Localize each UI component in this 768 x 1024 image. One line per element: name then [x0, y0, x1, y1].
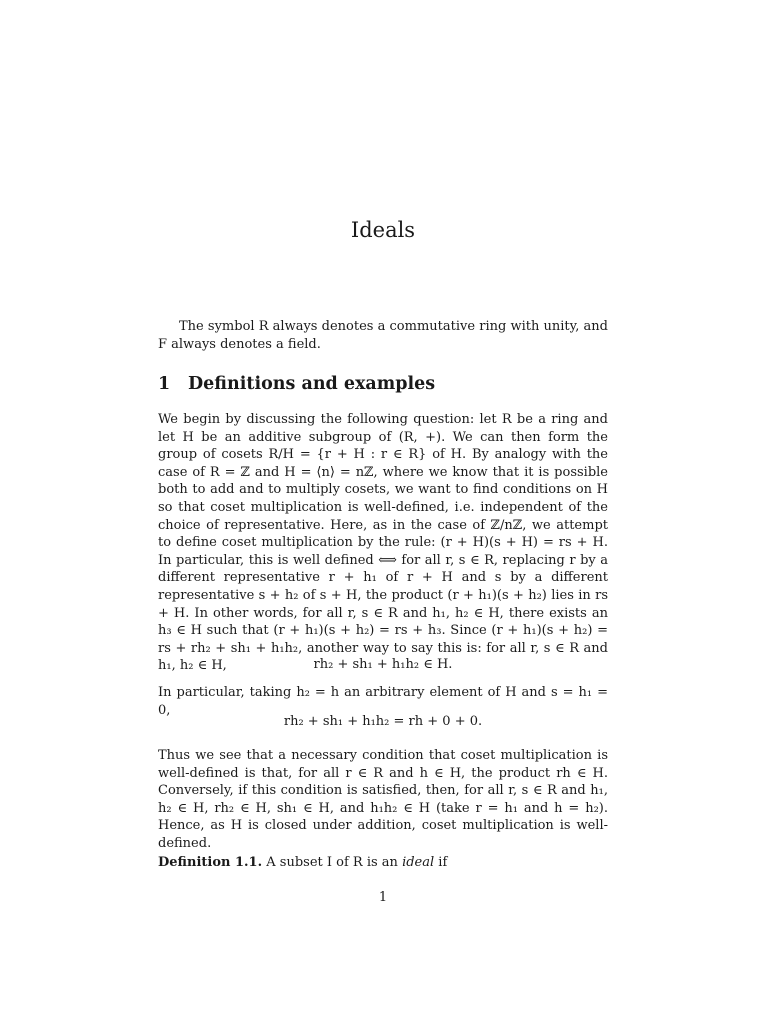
body-paragraph-3: Thus we see that a necessary condition that coset multiplication is well-defined is that, for all r ∈ R and h ∈ H, the product rh ∈ H. Conversely, if this condition is satisfied, then, for all r, s ∈ R and h₁, h₂ ∈ H, rh₂ ∈ H, sh₁ ∈ H, and h₁h₂ ∈ H (take r = h₁ and h = h₂). Hence, as H is closed under addition, coset multiplication is well-defined.: [158, 748, 608, 851]
definition-1-1: [158, 855, 447, 870]
body-paragraph-2: In particular, taking h₂ = h an arbitrary element of H and s = h₁ = 0,: [158, 685, 608, 718]
intro-paragraph: The symbol R always denotes a commutative ring with unity, and F always denotes a field.: [158, 319, 608, 352]
section-title: Definitions and examples: [188, 374, 436, 394]
section-number: 1: [158, 374, 171, 394]
definition-text: A subset I of R is an: [266, 855, 398, 870]
document-title: Ideals: [350, 218, 416, 242]
display-equation-1: rh₂ + sh₁ + h₁h₂ ∈ H.: [313, 657, 453, 672]
definition-label: Definition 1.1.: [158, 855, 263, 870]
definition-term: ideal: [402, 855, 435, 870]
display-equation-2: rh₂ + sh₁ + h₁h₂ = rh + 0 + 0.: [283, 714, 483, 729]
body-paragraph-1: We begin by discussing the following question: let R be a ring and let H be an additive subgroup of (R, +). We can then form the group of cosets R/H = {r + H : r ∈ R} of H. By analogy with the case of R = ℤ and H = ⟨n⟩ = nℤ, where we know that it is possible both to add and to multiply cosets, we want to find conditions on H so that coset multiplication is well-defined, i.e. independent of the choice of representative. Here, as in the case of ℤ/nℤ, we attempt to define coset multiplication by the rule: (r + H)(s + H) = rs + H. In particular, this is well defined ⟺ for all r, s ∈ R, replacing r by a different representative r + h₁ of r + H and s by a different representative s + h₂ of s + H, the product (r + h₁)(s + h₂) lies in rs + H. In other words, for all r, s ∈ R and h₁, h₂ ∈ H, there exists an h₃ ∈ H such that (r + h₁)(s + h₂) = rs + h₃. Since (r + h₁)(s + h₂) = rs + rh₂ + sh₁ + h₁h₂, another way to say this is: for all r, s ∈ R and h₁, h₂ ∈ H,: [158, 412, 608, 674]
definition-tail: if: [438, 855, 448, 870]
section-heading: [158, 374, 435, 394]
page-number: 1: [378, 890, 388, 905]
